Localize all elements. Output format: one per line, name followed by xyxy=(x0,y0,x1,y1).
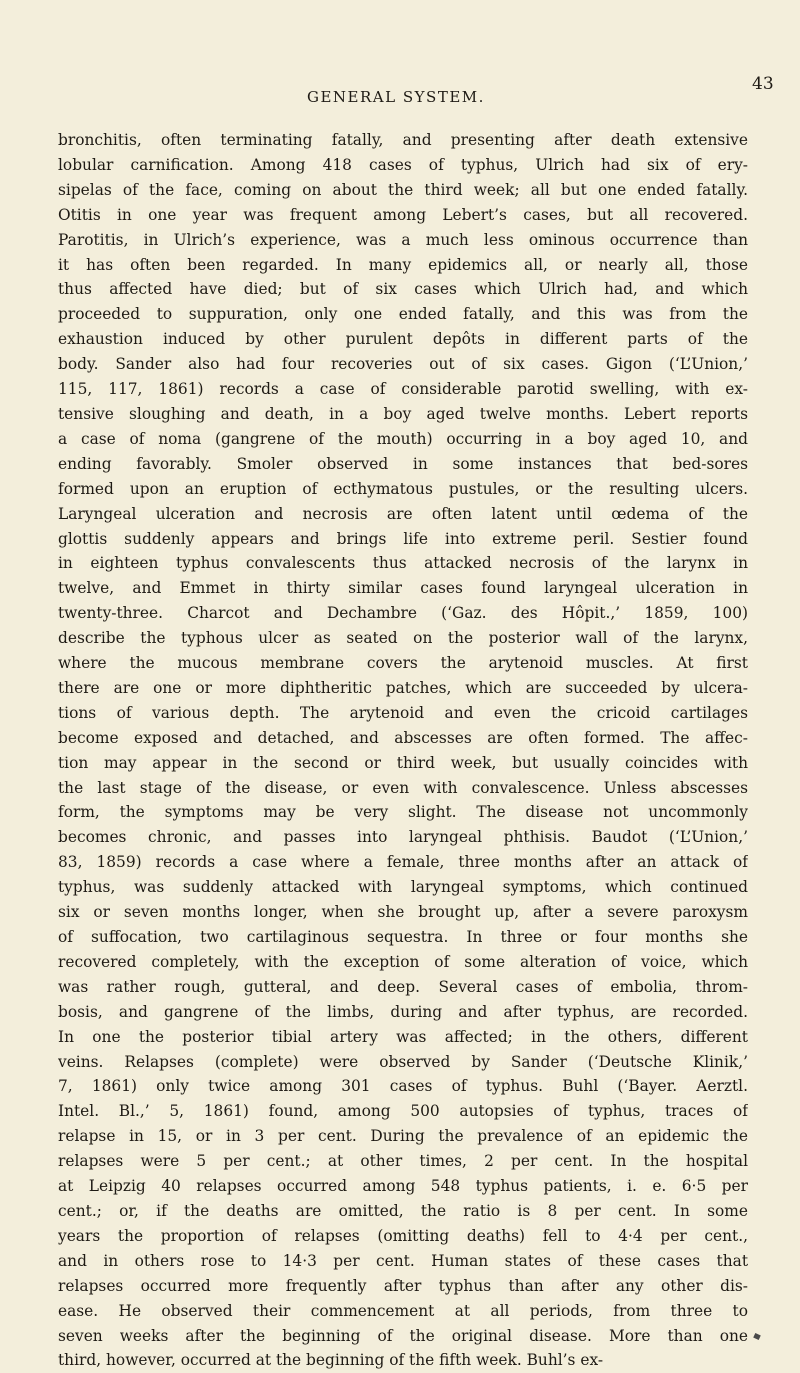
text-line: six or seven months longer, when she brought up, after a severe paroxysm xyxy=(58,903,748,922)
text-line: form, the symptoms may be very slight. The disease not uncommonly xyxy=(58,803,748,822)
text-line: Laryngeal ulceration and necrosis are often latent until œdema of the xyxy=(58,504,748,523)
text-line: Parotitis, in Ulrich’s experience, was a much less ominous occurrence than xyxy=(58,230,748,249)
text-line: of suffocation, two cartilaginous sequestra. In three or four months she xyxy=(58,928,748,946)
ink-mark xyxy=(753,1333,761,1340)
text-line: lobular carnification. Among 418 cases of typhus, Ulrich had six of ery- xyxy=(58,155,748,174)
text-line: third, however, occurred at the beginning of the fifth week. Buhl’s ex- xyxy=(58,1351,604,1370)
text-line: formed upon an eruption of ecthymatous pustules, or the resulting ulcers. xyxy=(58,479,748,498)
text-line: sipelas of the face, coming on about the third week; all but one ended fatally. xyxy=(58,180,748,199)
text-line: in eighteen typhus convalescents thus attacked necrosis of the larynx in xyxy=(58,554,748,573)
text-line: 83, 1859) records a case where a female, three months after an attack of xyxy=(58,853,748,872)
text-line: at Leipzig 40 relapses occurred among 548 typhus patients, i. e. 6·5 per xyxy=(58,1177,748,1196)
text-line: it has often been regarded. In many epidemics all, or nearly all, those xyxy=(58,255,748,274)
text-line: where the mucous membrane covers the arytenoid muscles. At first xyxy=(58,654,748,673)
text-line: cent.; or, if the deaths are omitted, the ratio is 8 per cent. In some xyxy=(58,1201,748,1220)
text-line: and in others rose to 14·3 per cent. Human states of these cases that xyxy=(58,1251,748,1270)
text-line: there are one or more diphtheritic patches, which are succeeded by ulcera- xyxy=(58,678,748,697)
text-line: describe the typhous ulcer as seated on the posterior wall of the larynx, xyxy=(58,629,748,648)
text-line: tion may appear in the second or third week, but usually coincides with xyxy=(58,753,748,772)
text-line: become exposed and detached, and abscesses are often formed. The affec- xyxy=(58,728,748,747)
text-line: typhus, was suddenly attacked with laryngeal symptoms, which continued xyxy=(58,878,748,897)
text-line: relapse in 15, or in 3 per cent. During the prevalence of an epidemic the xyxy=(58,1127,748,1146)
running-title: GENERAL SYSTEM. xyxy=(307,88,485,106)
text-line: a case of noma (gangrene of the mouth) occurring in a boy aged 10, and xyxy=(58,429,748,448)
text-line: veins. Relapses (complete) were observed by Sander (‘Deutsche Klinik,’ xyxy=(58,1052,748,1071)
text-line: In one the posterior tibial artery was affected; in the others, different xyxy=(58,1027,748,1046)
text-line: body. Sander also had four recoveries out of six cases. Gigon (‘L’Union,’ xyxy=(58,355,748,374)
text-line: becomes chronic, and passes into laryngeal phthisis. Baudot (‘L’Union,’ xyxy=(58,828,748,847)
page-number: 43 xyxy=(752,74,774,94)
text-line: twenty-three. Charcot and Dechambre (‘Gaz. des Hôpit.,’ 1859, 100) xyxy=(58,604,748,623)
text-line: bronchitis, often terminating fatally, and presenting after death extensive xyxy=(58,131,748,149)
text-line: glottis suddenly appears and brings life into extreme peril. Sestier found xyxy=(58,529,748,548)
text-line: thus affected have died; but of six cases which Ulrich had, and which xyxy=(58,280,748,299)
text-line: recovered completely, with the exception of some alteration of voice, which xyxy=(58,952,748,971)
text-line: bosis, and gangrene of the limbs, during and after typhus, are recorded. xyxy=(58,1002,748,1021)
body-text xyxy=(58,128,748,1373)
text-line: the last stage of the disease, or even with convalescence. Unless abscesses xyxy=(58,778,748,797)
text-line: seven weeks after the beginning of the original disease. More than one xyxy=(58,1326,748,1345)
text-line: proceeded to suppuration, only one ended fatally, and this was from the xyxy=(58,305,748,324)
text-line: Intel. Bl.,’ 5, 1861) found, among 500 autopsies of typhus, traces of xyxy=(58,1102,748,1121)
text-line: 115, 117, 1861) records a case of considerable parotid swelling, with ex- xyxy=(58,380,748,399)
text-line: 7, 1861) only twice among 301 cases of typhus. Buhl (‘Bayer. Aerztl. xyxy=(58,1077,748,1096)
text-line: exhaustion induced by other purulent depôts in different parts of the xyxy=(58,330,748,349)
text-line: twelve, and Emmet in thirty similar cases found laryngeal ulceration in xyxy=(58,579,748,598)
text-line: was rather rough, gutteral, and deep. Several cases of embolia, throm- xyxy=(58,977,748,996)
text-line: ease. He observed their commencement at all periods, from three to xyxy=(58,1301,748,1320)
text-line: years the proportion of relapses (omitting deaths) fell to 4·4 per cent., xyxy=(58,1226,748,1245)
text-line: Otitis in one year was frequent among Lebert’s cases, but all recovered. xyxy=(58,205,748,224)
running-head xyxy=(0,74,800,118)
text-line: tensive sloughing and death, in a boy aged twelve months. Lebert reports xyxy=(58,404,748,423)
text-line: relapses occurred more frequently after typhus than after any other dis- xyxy=(58,1276,748,1295)
text-line: relapses were 5 per cent.; at other times, 2 per cent. In the hospital xyxy=(58,1152,748,1171)
text-line: ending favorably. Smoler observed in some instances that bed-sores xyxy=(58,454,748,473)
text-line: tions of various depth. The arytenoid and even the cricoid cartilages xyxy=(58,703,748,722)
